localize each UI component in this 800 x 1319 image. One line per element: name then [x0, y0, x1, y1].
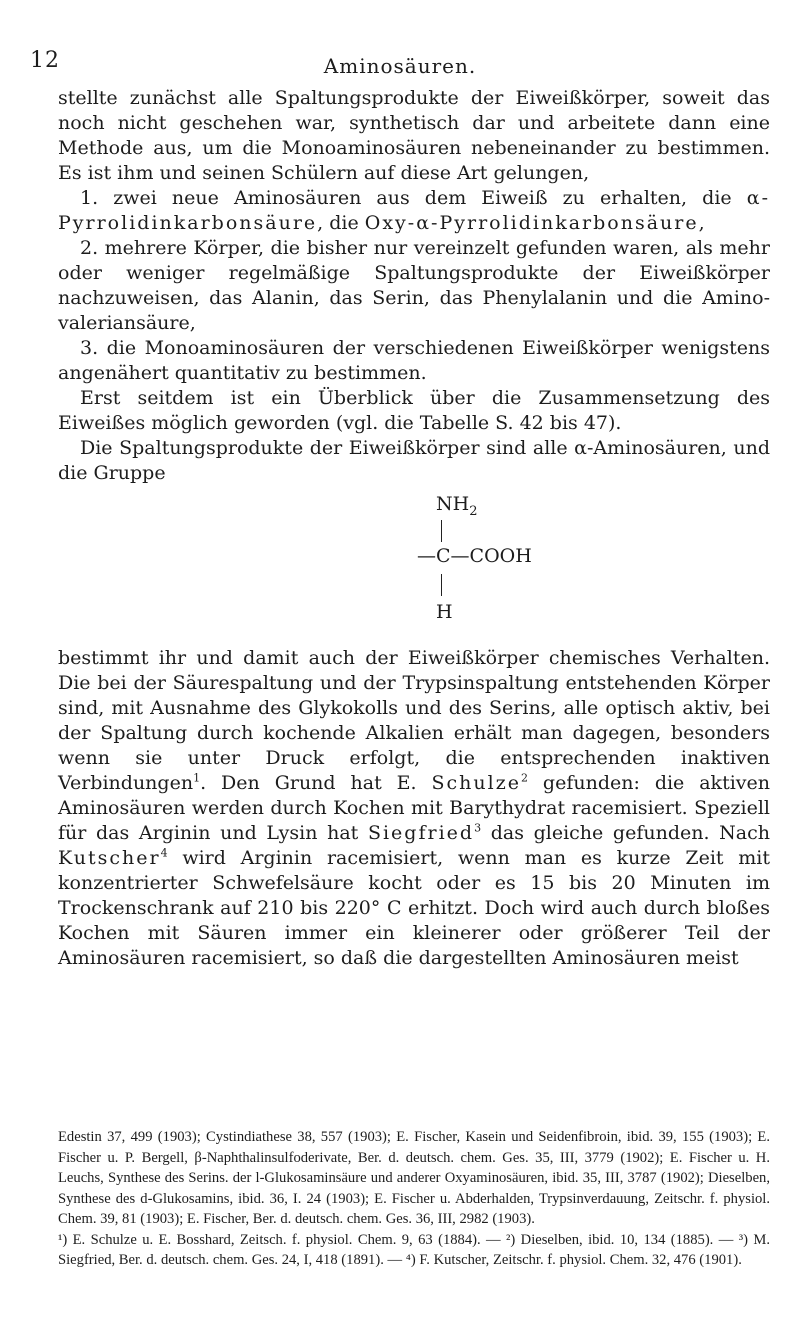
text-run: gefunden: die aktiven Aminosäuren werden durch Kochen mit Barythydrat racemisiert. Speziell für das Arginin und Lysin hat: [58, 772, 771, 844]
formula-carbon-chain: —C—COOH: [417, 545, 532, 567]
formula-hydrogen: H: [436, 601, 453, 623]
list-item-1-suffix: ,: [698, 212, 705, 234]
footnotes: [58, 1127, 770, 1271]
text-run: . Den Grund hat E.: [200, 772, 432, 794]
footnote-ref-4: 4: [160, 846, 168, 860]
text-run: wird Arginin racemisiert, wenn man es kurze Zeit mit konzentrierter Schwefelsäure kocht oder es 15 bis 20 Minuten im Trockenschrank auf 210 bis 220° C erhitzt. Doch wird auch durch bloßes Kochen mit Säuren immer ein kleinerer oder größerer Teil der Aminosäuren racemisiert, so daß die dargestellten Aminosäuren meist: [58, 847, 770, 969]
text-run: bestimmt ihr und damit auch der Eiweißkörper chemisches Verhalten. Die bei der Säurespaltung und der Trypsinspaltung entstehenden Körper sind, mit Ausnahme des Glykokolls und des Serins, alle optisch aktiv, bei der Spaltung durch kochende Alkalien erhält man dagegen, besonders wenn sie unter Druck erfolgt, die entsprechenden inaktiven Verbindungen: [58, 647, 770, 794]
compound-name-1: α-Pyrrolidinkarbonsäure: [58, 187, 770, 234]
footnote-continuation: Edestin 37, 499 (1903); Cystindiathese 38, 557 (1903); E. Fischer, Kasein und Seidenfibroin, ibid. 39, 155 (1903); E. Fischer u. P. Bergell, β-Naphthalinsulfoderivate, Ber. d. deutsch. chem. Ges. 35, III, 3779 (1902); E. Fischer u. H. Leuchs, Synthese des Serins. der l-Glukosaminsäure und anderer Oxyaminosäuren, ibid. 35, III, 3787 (1902); Dieselben, Synthese des d-Glukosamins, ibid. 36, I. 24 (1903); E. Fischer u. Abderhalden, Trypsinverdauung, Zeitschr. f. physiol. Chem. 39, 81 (1903); E. Fischer, Ber. d. deutsch. chem. Ges. 36, III, 2982 (1903).: [58, 1129, 770, 1227]
list-item-3: 3. die Monoaminosäuren der verschiedenen Eiweißkörper wenigstens angenähert quantitativ zu bestimmen.: [58, 337, 770, 384]
list-item-1-mid: , die: [317, 212, 365, 234]
structural-formula: [58, 490, 770, 636]
paragraph-intro: stellte zunächst alle Spaltungsprodukte der Eiweißkörper, soweit das noch nicht geschehen war, synthetisch dar und arbeitete dann eine Methode aus, um die Monoaminosäuren nebeneinander zu bestimmen. Es ist ihm und seinen Schülern auf diese Art gelungen,: [58, 87, 770, 184]
paragraph-overview: Erst seitdem ist ein Überblick über die Zusammensetzung des Eiweißes möglich geworden (vgl. die Tabelle S. 42 bis 47).: [58, 387, 770, 434]
author-schulze: Schulze: [431, 772, 521, 794]
footnote-ref-3: 3: [474, 821, 482, 835]
footnote-list: ¹) E. Schulze u. E. Bosshard, Zeitsch. f. physiol. Chem. 9, 63 (1884). — ²) Dieselben, ibid. 10, 134 (1885). — ³) M. Siegfried, Ber. d. deutsch. chem. Ges. 24, I, 418 (1891). — ⁴) F. Kutscher, Zeitschr. f. physiol. Chem. 32, 476 (1901).: [58, 1231, 770, 1268]
formula-amino-group: $NH_2$: [436, 493, 478, 519]
author-kutscher: Kutscher: [58, 847, 161, 869]
main-text: [58, 86, 770, 971]
paragraph-racemization: [58, 646, 770, 971]
footnote-ref-1: 1: [193, 771, 201, 785]
list-item-1-prefix: 1. zwei neue Aminosäuren aus dem Eiweiß zu erhalten, die: [80, 187, 747, 209]
page-header: [0, 48, 800, 84]
list-item-1: [58, 186, 770, 236]
footnote-ref-2: 2: [520, 771, 528, 785]
page-number: 12: [30, 48, 60, 73]
formula-bond-top: [441, 520, 442, 542]
compound-name-2: Oxy-α-Pyrrolidinkarbonsäure: [364, 212, 699, 234]
running-head: Aminosäuren.: [323, 54, 477, 78]
paragraph-group: Die Spaltungsprodukte der Eiweißkörper sind alle α-Aminosäuren, und die Gruppe: [58, 437, 770, 484]
list-item-2: 2. mehrere Körper, die bisher nur vereinzelt gefunden waren, als mehr oder weniger regelmäßige Spaltungsprodukte der Eiweißkörper nachzuweisen, das Alanin, das Serin, das Phenylalanin und die Amino-valeriansäure,: [58, 237, 770, 334]
author-siegfried: Siegfried: [367, 822, 475, 844]
formula-bond-bottom: [441, 574, 442, 596]
text-run: das gleiche gefunden. Nach: [481, 822, 770, 844]
